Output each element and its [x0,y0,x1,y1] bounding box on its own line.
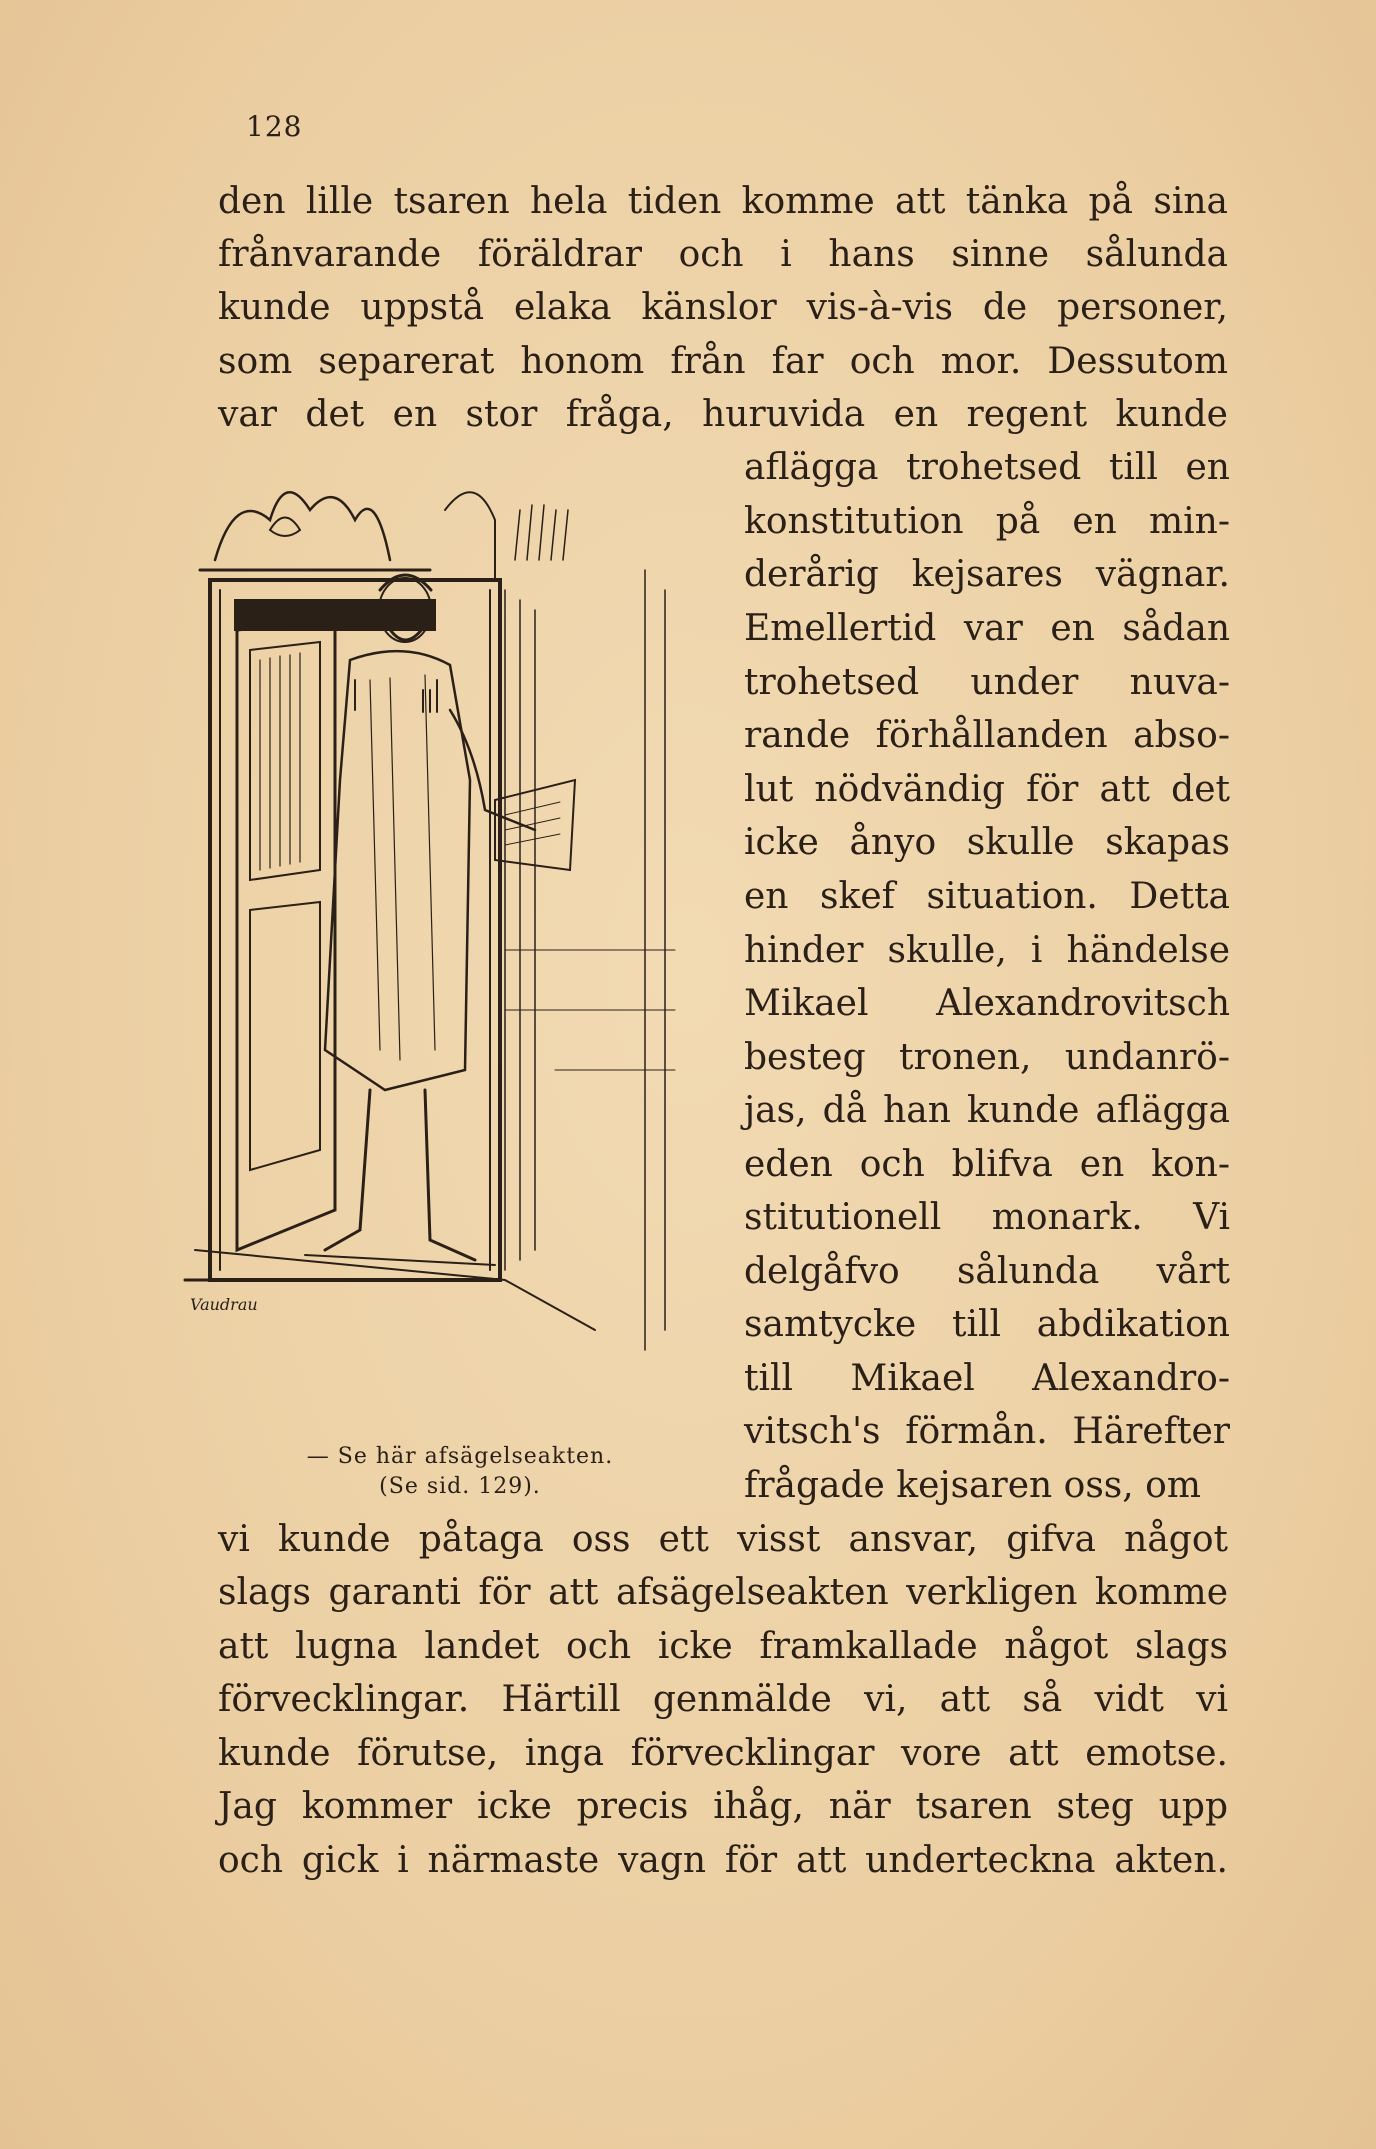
text-line: frånvarande föräldrar och i hans sinne sålunda [218,234,1228,275]
text-line: rande förhållanden abso- [744,715,1230,756]
text-line: stitutionell monark. Vi [744,1197,1230,1238]
text-line: frågade kejsaren oss, om [744,1465,1201,1506]
artist-signature: Vaudrau [190,1295,258,1314]
text-line: delgåfvo sålunda vårt [744,1251,1230,1292]
text-line: aflägga trohetsed till en [744,447,1230,488]
text-line: Emellertid var en sådan [744,608,1230,649]
text-line: hinder skulle, i händelse [744,930,1230,971]
text-line: kunde uppstå elaka känslor vis-à-vis de personer, [218,287,1228,328]
text-line: lut nödvändig för att det [744,769,1230,810]
text-line: samtycke till abdikation [744,1304,1230,1345]
text-line: till Mikael Alexandro- [744,1358,1230,1399]
text-line: att lugna landet och icke framkallade något slags [218,1626,1228,1667]
text-line: trohetsed under nuva- [744,662,1230,703]
text-line: vi kunde påtaga oss ett visst ansvar, gifva något [218,1519,1228,1560]
text-line: derårig kejsares vägnar. [744,554,1230,595]
text-line: den lille tsaren hela tiden komme att tänka på sina [218,181,1228,222]
text-line: som separerat honom från far och mor. Dessutom [218,341,1228,382]
text-line: Jag kommer icke precis ihåg, när tsaren steg upp [218,1786,1228,1827]
caption-line-1: — Se här afsägelseakten. [306,1444,614,1469]
page-number: 128 [246,110,303,143]
text-line: vitsch's förmån. Härefter [744,1411,1230,1452]
text-line: kunde förutse, inga förvecklingar vore att emotse. [218,1733,1228,1774]
text-line: och gick i närmaste vagn för att underteckna akten. [218,1840,1228,1881]
text-line: besteg tronen, undanrö- [744,1037,1230,1078]
caption-line-2: (Se sid. 129). [379,1474,541,1499]
text-line: icke ånyo skulle skapas [744,822,1230,863]
text-line: var det en stor fråga, huruvida en regent kunde [218,394,1228,435]
text-line: slags garanti för att afsägelseakten verkligen komme [218,1572,1228,1613]
text-line: jas, då han kunde aflägga [744,1090,1230,1131]
text-line: eden och blifva en kon- [744,1144,1230,1185]
illustration [175,450,715,1410]
text-line: förvecklingar. Härtill genmälde vi, att så vidt vi [218,1679,1228,1720]
text-line: en skef situation. Detta [744,876,1230,917]
text-line: konstitution på en min- [744,501,1230,542]
text-line: Mikael Alexandrovitsch [744,983,1230,1024]
